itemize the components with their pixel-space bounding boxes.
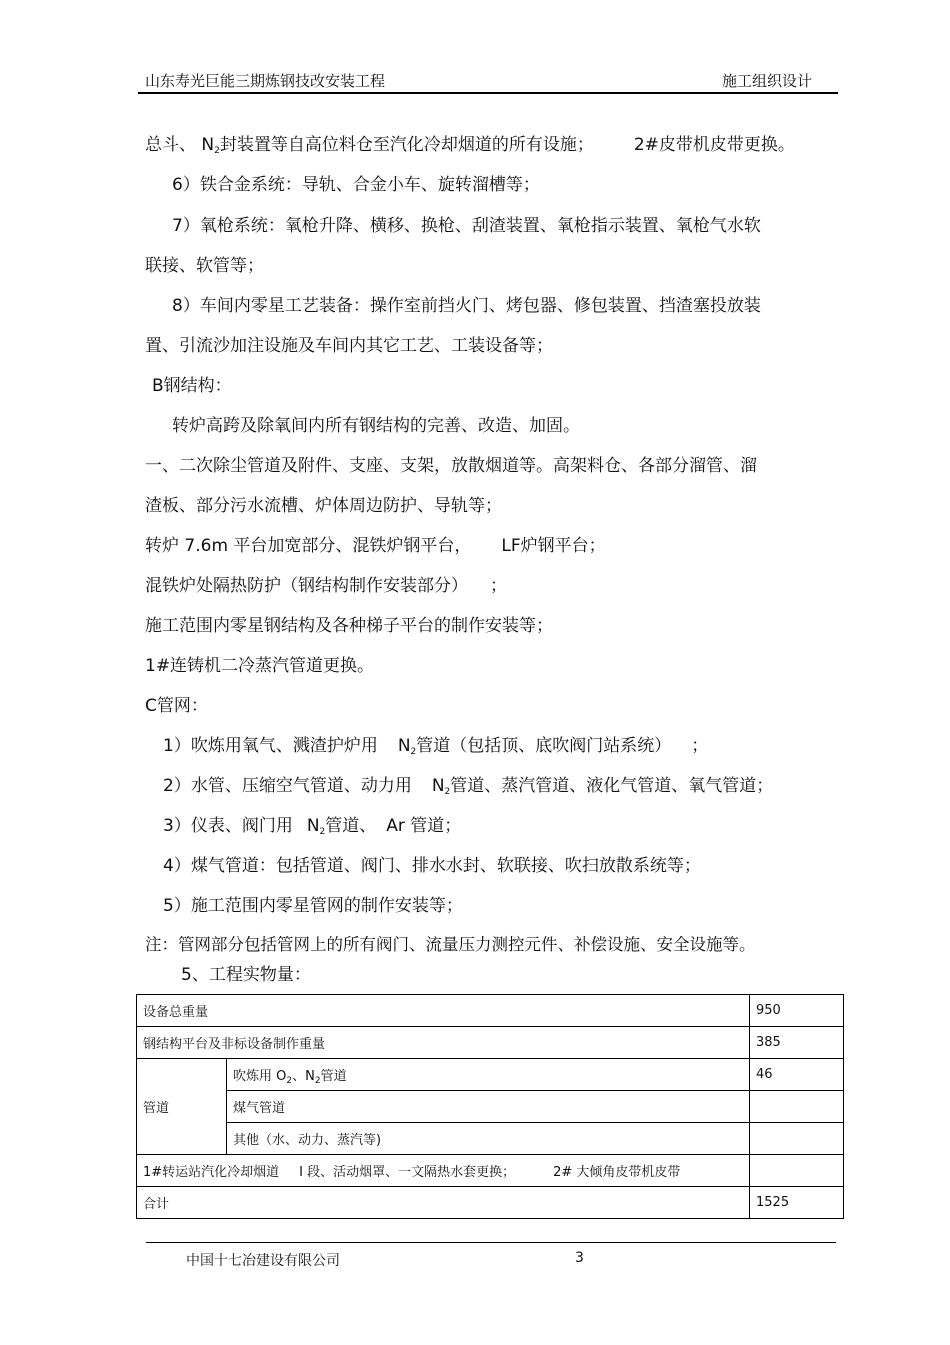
paragraph-line [163,771,773,796]
text-segment: 2）水管、压缩空气管道、动力用 [163,776,412,796]
table-row [137,995,844,1027]
paragraph-line [163,731,708,756]
table-cell-value [750,1155,844,1187]
paragraph-line [163,811,461,836]
subscript: 2 [444,787,451,797]
text-segment: 1）吹炼用氧气、溅渣护炉用 [163,736,378,756]
text-segment: Ar 管道； [386,816,462,836]
subscript: 2 [214,146,220,156]
text-segment: 2#皮带机皮带更换。 [633,135,795,155]
text-segment: 、N [292,1069,315,1084]
table-row [137,1155,844,1187]
quantities-table [136,994,844,1219]
table-cell-label: 钢结构平台及非标设备制作重量 [137,1027,750,1059]
paragraph-line: 转炉高跨及除氧间内所有钢结构的完善、改造、加固。 [172,416,580,436]
paragraph-line: 1#连铸机二冷蒸汽管道更换。 [145,656,375,676]
table-row [137,1091,844,1123]
table-row [137,1123,844,1155]
table-group-label: 管道 [137,1059,227,1155]
table-cell-value: 950 [750,995,844,1027]
footer-divider [146,1242,836,1243]
paragraph-line: 联接、软管等； [145,256,264,276]
section-heading: B钢结构： [152,376,232,396]
text-segment: 混铁炉处隔热防护（钢结构制作安装部分） [145,576,468,596]
table-row [137,1187,844,1219]
paragraph-line: 一、二次除尘管道及附件、支座、支架，放散烟道等。高架料仓、各部分溜管、溜 [145,456,757,476]
header-project-title: 山东寿光巨能三期炼钢技改安装工程 [145,72,386,90]
subscript: 2 [314,1076,321,1086]
subscript: 2 [286,1076,293,1086]
text-segment: 管道 [320,1069,347,1084]
table-cell-value [750,1123,844,1155]
section-heading: 5、工程实物量： [181,965,311,985]
table-row [137,1059,844,1091]
paragraph-line [145,571,507,596]
footer-company: 中国十七冶建设有限公司 [186,1253,340,1269]
table-cell-value: 385 [750,1027,844,1059]
subscript: 2 [319,827,326,837]
table-row [137,1027,844,1059]
table-cell-label: 煤气管道 [227,1091,750,1123]
page-number: 3 [575,1250,584,1266]
table-cell-value: 1525 [750,1187,844,1219]
table-cell-value: 46 [750,1059,844,1091]
text-segment: 管道、 [325,816,377,836]
paragraph-line: 5）施工范围内零星管网的制作安装等； [163,896,463,916]
text-segment: 吹炼用 O [233,1069,287,1084]
text-segment: N [397,736,411,756]
paragraph-line: 渣板、部分污水流槽、炉体周边防护、导轨等； [145,496,502,516]
text-segment: 3）仪表、阀门用 [163,816,293,836]
paragraph-line: 施工范围内零星钢结构及各种梯子平台的制作安装等； [145,616,553,636]
paragraph-line: 7）氧枪系统：氧枪升降、横移、换枪、刮渣装置、氧枪指示装置、氧枪气水软 [172,216,761,236]
paragraph-line [145,130,795,155]
text-segment: N [306,816,320,836]
table-cell-value [750,1091,844,1123]
table-cell-label [137,1155,750,1187]
subscript: 2 [410,747,417,757]
paragraph-line [145,531,606,556]
paragraph-line: 6）铁合金系统：导轨、合金小车、旋转溜槽等； [172,175,540,195]
table-cell-label: 合计 [137,1187,750,1219]
text-segment: 管道、蒸汽管道、液化气管道、氧气管道； [450,776,774,796]
paragraph-line: 4）煤气管道：包括管道、阀门、排水水封、软联接、吹扫放散系统等； [163,856,701,876]
text-segment: 封装置等自高位料仓至汽化冷却烟道的所有设施； [219,135,594,155]
header-divider [138,92,838,94]
section-heading: C管网： [145,696,208,716]
text-segment: LF炉钢平台； [501,536,606,556]
paragraph-line: 8）车间内零星工艺装备：操作室前挡火门、烤包器、修包装置、挡渣塞投放装 [172,296,761,316]
text-segment: Ⅰ 段、活动烟罩、一文隔热水套更换； [299,1165,516,1180]
table-cell-label: 其他（水、动力、蒸汽等) [227,1123,750,1155]
note-line: 注：管网部分包括管网上的所有阀门、流量压力测控元件、补偿设施、安全设施等。 [145,935,756,954]
text-segment: ； [490,576,507,596]
text-segment: 1#转运站汽化冷却烟道 [143,1165,280,1180]
text-segment: 总斗、 N [145,135,215,155]
text-segment: N [431,776,445,796]
paragraph-line: 置、引流沙加注设施及车间内其它工艺、工装设备等； [145,336,553,356]
text-segment: 2# 大倾角皮带机皮带 [553,1165,681,1180]
text-segment: 管道（包括顶、底吹阀门站系统） [416,736,672,756]
text-segment: 转炉 7.6m 平台加宽部分、混铁炉钢平台， [145,536,472,556]
table-cell-label [227,1059,750,1091]
table-cell-label: 设备总重量 [137,995,750,1027]
text-segment: ； [691,736,709,756]
header-doc-type: 施工组织设计 [721,72,812,90]
